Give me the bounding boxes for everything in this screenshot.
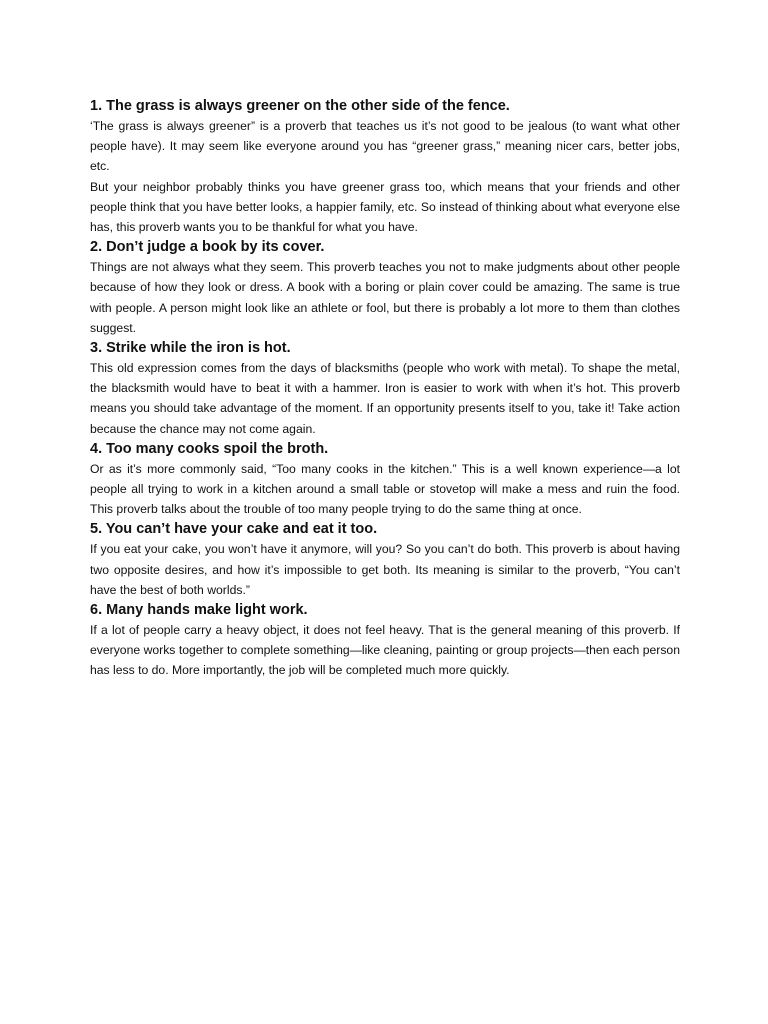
proverb-paragraph: Things are not always what they seem. This proverb teaches you not to make judgments about other people because of how they look or dress. A book with a boring or plain cover could be amazing. The same is true with people. A person might look like an athlete or fool, but there is probably a lot more to them than clothes suggest. bbox=[90, 260, 680, 335]
proverb-section-5 bbox=[90, 519, 680, 600]
proverb-paragraph: If you eat your cake, you won’t have it anymore, will you? So you can’t do both. This proverb is about having two opposite desires, and how it’s impossible to get both. Its meaning is similar to the proverb, “You can’t have the best of both worlds.” bbox=[90, 542, 680, 597]
proverb-section-2 bbox=[90, 237, 680, 338]
proverb-heading: 3. Strike while the iron is hot. bbox=[90, 340, 291, 357]
proverb-section-4 bbox=[90, 439, 680, 520]
proverb-section-6 bbox=[90, 600, 680, 681]
proverb-paragraph: This old expression comes from the days of blacksmiths (people who work with metal). To shape the metal, the blacksmith would have to beat it with a hammer. Iron is easier to work with when it’s hot. This proverb means you should take advantage of the moment. If an opportunity presents itself to you, take it! Take action because the chance may not come again. bbox=[90, 361, 680, 436]
proverb-section-3 bbox=[90, 338, 680, 439]
document-page bbox=[90, 96, 680, 681]
proverb-heading: 1. The grass is always greener on the other side of the fence. bbox=[90, 98, 510, 114]
proverb-paragraph: ‘The grass is always greener” is a proverb that teaches us it’s not good to be jealous (to want what other people have). It may seem like everyone around you has “greener grass,” meaning nicer cars, better jobs, etc. bbox=[90, 119, 680, 174]
proverb-paragraph: But your neighbor probably thinks you have greener grass too, which means that your friends and other people think that you have better looks, a happier family, etc. So instead of thinking about what everyone else has, this proverb wants you to be thankful for what you have. bbox=[90, 179, 680, 235]
proverb-heading: 6. Many hands make light work. bbox=[90, 602, 308, 619]
proverb-heading: 4. Too many cooks spoil the broth. bbox=[90, 440, 329, 457]
proverb-heading: 2. Don’t judge a book by its cover. bbox=[90, 239, 325, 256]
proverb-section-1 bbox=[90, 96, 680, 237]
proverb-paragraph: Or as it’s more commonly said, “Too many cooks in the kitchen.” This is a well known experience—a lot people all trying to work in a kitchen around a small table or stovetop will make a mess and ruin the food. This proverb talks about the trouble of too many people trying to do the same thing at once. bbox=[90, 461, 680, 517]
proverb-heading: 5. You can’t have your cake and eat it too. bbox=[90, 521, 378, 538]
proverb-paragraph: If a lot of people carry a heavy object, it does not feel heavy. That is the general meaning of this proverb. If everyone works together to complete something—like cleaning, painting or group projects—then each person has less to do. More importantly, the job will be completed much more quickly. bbox=[90, 623, 680, 678]
